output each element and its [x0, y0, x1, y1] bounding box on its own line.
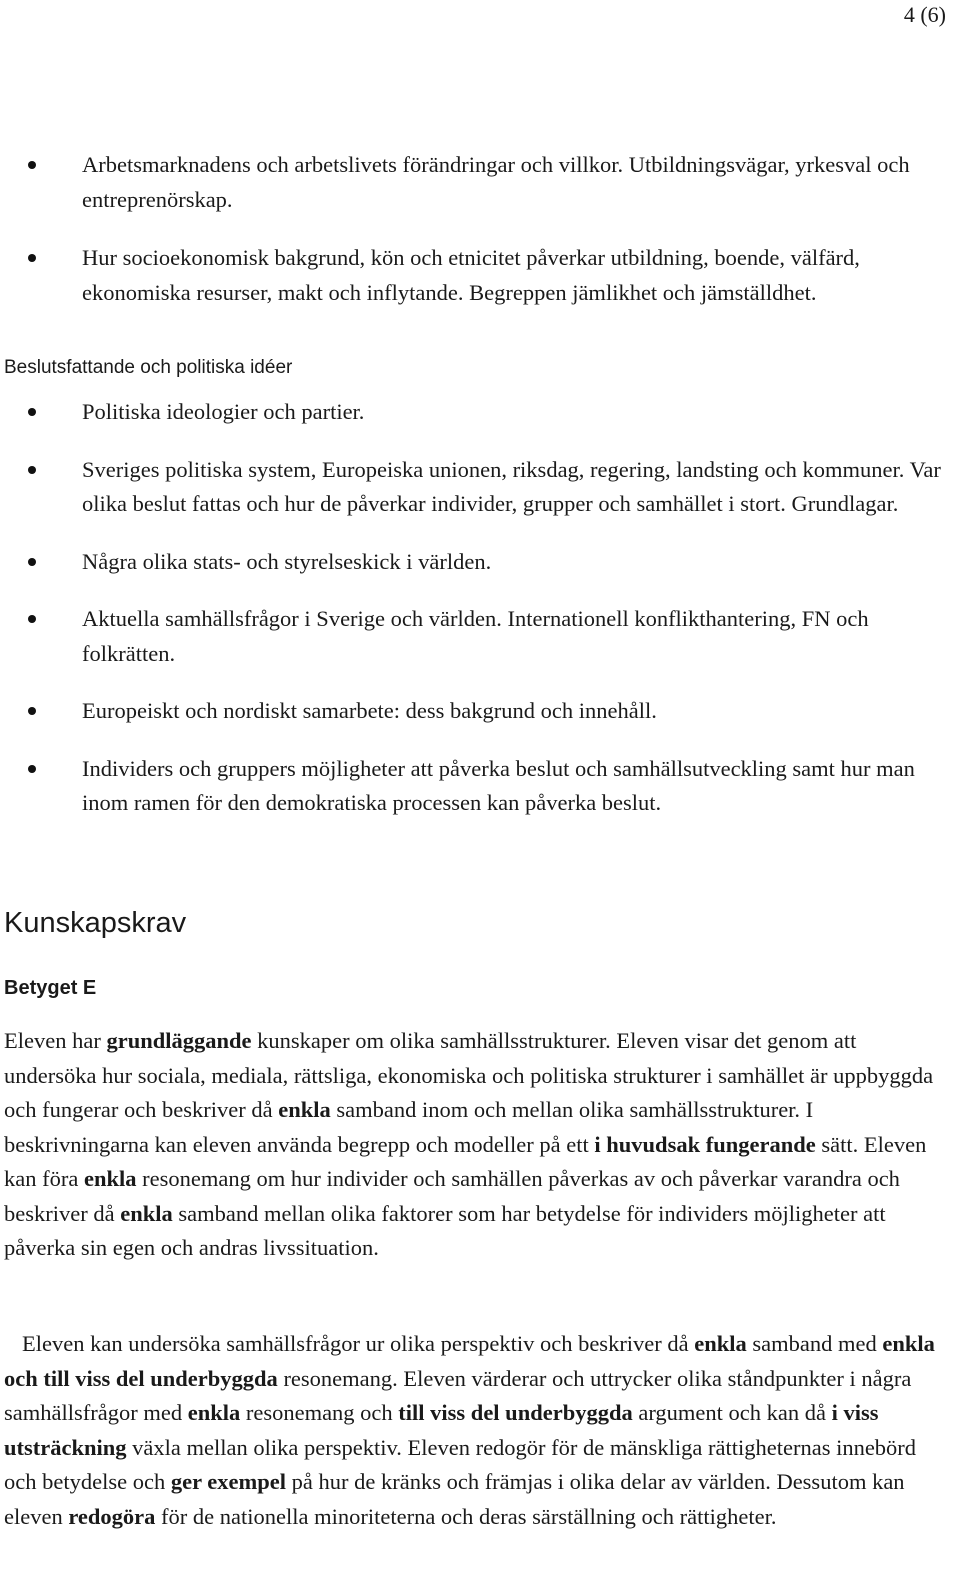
list-item-text: Hur socioekonomisk bakgrund, kön och etnicitet påverkar utbildning, boende, välfärd, ekonomiska resurser, makt och inflytande. Begreppen jämlikhet och jämställdhet. [82, 245, 860, 305]
text-run: resonemang. Eleven värderar och uttrycker olika ståndpunkter i några samhällsfrågor med [4, 1365, 912, 1425]
list-item-text: Individers och gruppers möjligheter att påverka beslut och samhällsutveckling samt hur man inom ramen för den demokratiska processen kan påverka beslut. [82, 755, 915, 815]
emphasis-run: ger exempel [170, 1469, 286, 1494]
bullet-list-society [0, 148, 960, 310]
bullet-icon [28, 254, 36, 262]
emphasis-run: enkla och till viss del underbyggda [4, 1331, 935, 1391]
emphasis-run: i viss utsträckning [4, 1400, 879, 1460]
bullet-icon [28, 161, 36, 169]
grade-criteria-paragraph-2 [4, 1327, 952, 1534]
text-run: kunskaper om olika samhällsstrukturer. Eleven visar det genom att undersöka hur sociala, mediala, rättsliga, ekonomiska och politiska strukturer i samhället är uppbyggda och fungerar och beskriver då [4, 1028, 934, 1122]
bullet-icon [28, 707, 36, 715]
list-item-text: Sveriges politiska system, Europeiska unionen, riksdag, regering, landsting och kommuner. Var olika beslut fattas och hur de påverkar individer, grupper och samhället i stort. Grundlagar. [82, 456, 941, 516]
list-item [0, 545, 960, 580]
text-run: Eleven kan undersöka samhällsfrågor ur olika perspektiv och beskriver då [22, 1331, 695, 1356]
list-item-text: Arbetsmarknadens och arbetslivets förändringar och villkor. Utbildningsvägar, yrkesval och entreprenörskap. [82, 152, 910, 212]
text-run: växla mellan olika perspektiv. Eleven redogör för de mänskliga rättigheternas innebörd och betydelse och [4, 1434, 917, 1494]
text-run: argument och kan då [632, 1400, 832, 1425]
list-item-text: Aktuella samhällsfrågor i Sverige och världen. Internationell konflikthantering, FN och folkrätten. [82, 606, 869, 666]
grade-criteria-paragraph-1 [4, 1024, 952, 1266]
emphasis-run: grundläggande [106, 1028, 252, 1053]
grade-heading: Betyget E [4, 977, 97, 999]
text-run: på hur de kränks och främjas i olika delar av världen. Dessutom kan eleven [4, 1469, 905, 1529]
list-item [0, 752, 960, 821]
bullet-icon [28, 765, 36, 773]
list-item [0, 694, 960, 729]
list-item [0, 241, 960, 310]
section-heading: Kunskapskrav [4, 907, 187, 939]
text-run: sätt. Eleven kan föra [4, 1131, 927, 1191]
text-run: för de nationella minoriteterna och deras särställning och rättigheter. [155, 1503, 777, 1529]
list-item-text: Europeiskt och nordiskt samarbete: dess bakgrund och innehåll. [82, 698, 657, 723]
emphasis-run: enkla [83, 1166, 137, 1191]
page-number: 4 (6) [903, 2, 946, 27]
bullet-icon [28, 615, 36, 623]
list-item [0, 453, 960, 522]
text-run: samband med [746, 1331, 883, 1356]
list-item-text: Politiska ideologier och partier. [82, 399, 365, 424]
text-run: resonemang och [240, 1400, 399, 1425]
emphasis-run: enkla [120, 1200, 173, 1226]
emphasis-run: till viss del underbyggda [398, 1400, 633, 1425]
bullet-icon [28, 466, 36, 474]
emphasis-run: redogöra [68, 1503, 156, 1529]
emphasis-run: enkla [187, 1400, 241, 1425]
text-run: resonemang om hur individer och samhällen påverkas av och påverkar varandra och beskriver då [4, 1166, 900, 1226]
list-item [0, 602, 960, 671]
text-run: samband mellan olika faktorer som har betydelse för individers möjligheter att påverka sin egen och andras livssituation. [4, 1200, 886, 1260]
bullet-icon [28, 408, 36, 416]
text-run: samband inom och mellan olika samhällsstrukturer. I beskrivningarna kan eleven använda begrepp och modeller på ett [4, 1097, 814, 1157]
emphasis-run: enkla [278, 1097, 331, 1122]
list-item [0, 148, 960, 217]
text-run: Eleven har [4, 1028, 107, 1053]
emphasis-run: enkla [694, 1331, 747, 1356]
bullet-icon [28, 558, 36, 566]
subheading: Beslutsfattande och politiska idéer [4, 357, 293, 378]
list-item-text: Några olika stats- och styrelseskick i världen. [82, 548, 492, 574]
list-item [0, 395, 960, 430]
bullet-list-politics [0, 395, 960, 821]
emphasis-run: i huvudsak fungerande [594, 1131, 816, 1157]
